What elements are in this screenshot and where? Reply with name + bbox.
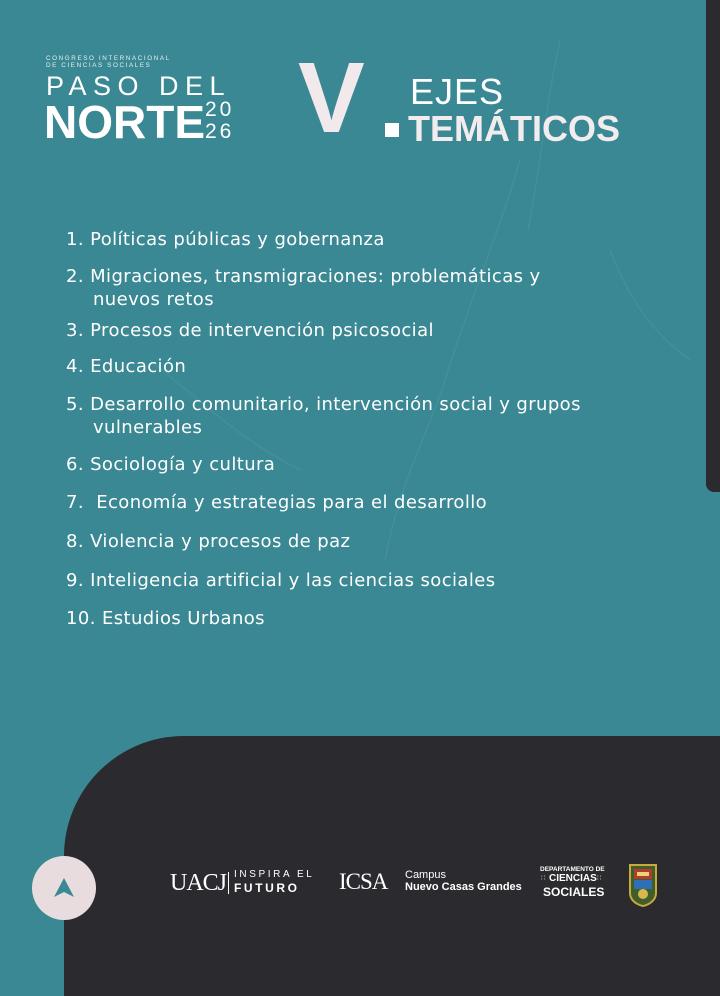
list-item <box>66 265 666 311</box>
uacj-tagline-line2: FUTURO <box>234 881 300 895</box>
scroll-up-button[interactable] <box>32 856 96 920</box>
topic-number: 8. <box>66 531 84 552</box>
department-dots-left: ∷ <box>541 874 546 882</box>
campus-label: Campus <box>405 869 446 881</box>
section-title-line2: TEMÁTICOS <box>408 108 620 149</box>
topic-number: 3. <box>66 320 84 341</box>
footer-panel <box>64 736 720 996</box>
uacj-logo: UACJ <box>170 870 227 896</box>
department-name-line2: SOCIALES <box>543 885 605 899</box>
topic-text-continued: nuevos retos <box>93 289 214 310</box>
topic-number: 1. <box>66 229 84 250</box>
department-label: DEPARTAMENTO DE <box>540 866 605 873</box>
logo-title-norte: NORTE <box>44 96 205 148</box>
list-item <box>66 569 666 592</box>
logo-year <box>205 99 235 143</box>
list-item <box>66 453 666 476</box>
icsa-logo: ICSA <box>339 869 388 894</box>
topic-text: Violencia y procesos de paz <box>90 531 351 552</box>
list-item <box>66 607 666 630</box>
list-item <box>66 491 666 514</box>
logo-subtitle-line2: DE CIENCIAS SOCIALES <box>46 61 152 69</box>
topic-number: 7. <box>66 492 84 513</box>
topic-number: 4. <box>66 356 84 377</box>
topic-number: 5. <box>66 394 84 415</box>
section-numeral: V <box>298 42 365 154</box>
list-item <box>66 393 666 439</box>
topic-number: 6. <box>66 454 84 475</box>
campus-name: Nuevo Casas Grandes <box>405 881 522 893</box>
section-heading-dot <box>385 123 399 137</box>
topic-text: Migraciones, transmigraciones: problemáticas y <box>90 266 541 287</box>
right-edge-bar <box>706 0 720 492</box>
logo-title-line1: PASO DEL <box>46 71 232 101</box>
topic-number: 10. <box>66 608 96 629</box>
list-item <box>66 355 666 378</box>
congress-logo <box>46 56 256 156</box>
topic-text: Inteligencia artificial y las ciencias sociales <box>90 570 496 591</box>
up-arrow-icon <box>52 876 76 900</box>
topic-text: Desarrollo comunitario, intervención social y grupos <box>90 394 581 415</box>
list-item <box>66 228 666 251</box>
list-item <box>66 530 666 553</box>
topic-text-continued: vulnerables <box>93 417 203 438</box>
uacj-divider <box>228 872 229 894</box>
section-title-line1: EJES <box>410 71 505 112</box>
logo-year-bottom: 26 <box>205 120 235 143</box>
list-item <box>66 319 666 342</box>
university-crest-icon <box>628 863 658 907</box>
topic-number: 9. <box>66 570 84 591</box>
topic-text: Educación <box>90 356 187 377</box>
topic-text: Estudios Urbanos <box>101 608 265 629</box>
topic-text: Sociología y cultura <box>90 454 276 475</box>
topic-number: 2. <box>66 266 84 287</box>
logo-year-top: 20 <box>205 98 235 121</box>
logo-subtitle-line1: CONGRESO INTERNACIONAL <box>46 55 171 62</box>
department-dots-right: ∷ <box>597 874 602 882</box>
topic-text: Procesos de intervención psicosocial <box>90 320 434 341</box>
topic-text: Políticas públicas y gobernanza <box>83 229 385 250</box>
logo-title-line2 <box>44 98 205 146</box>
uacj-tagline-line1: INSPIRA EL <box>234 869 315 880</box>
department-name-line1: CIENCIAS <box>549 873 597 884</box>
topic-text: Economía y estrategias para el desarrollo <box>83 492 488 513</box>
